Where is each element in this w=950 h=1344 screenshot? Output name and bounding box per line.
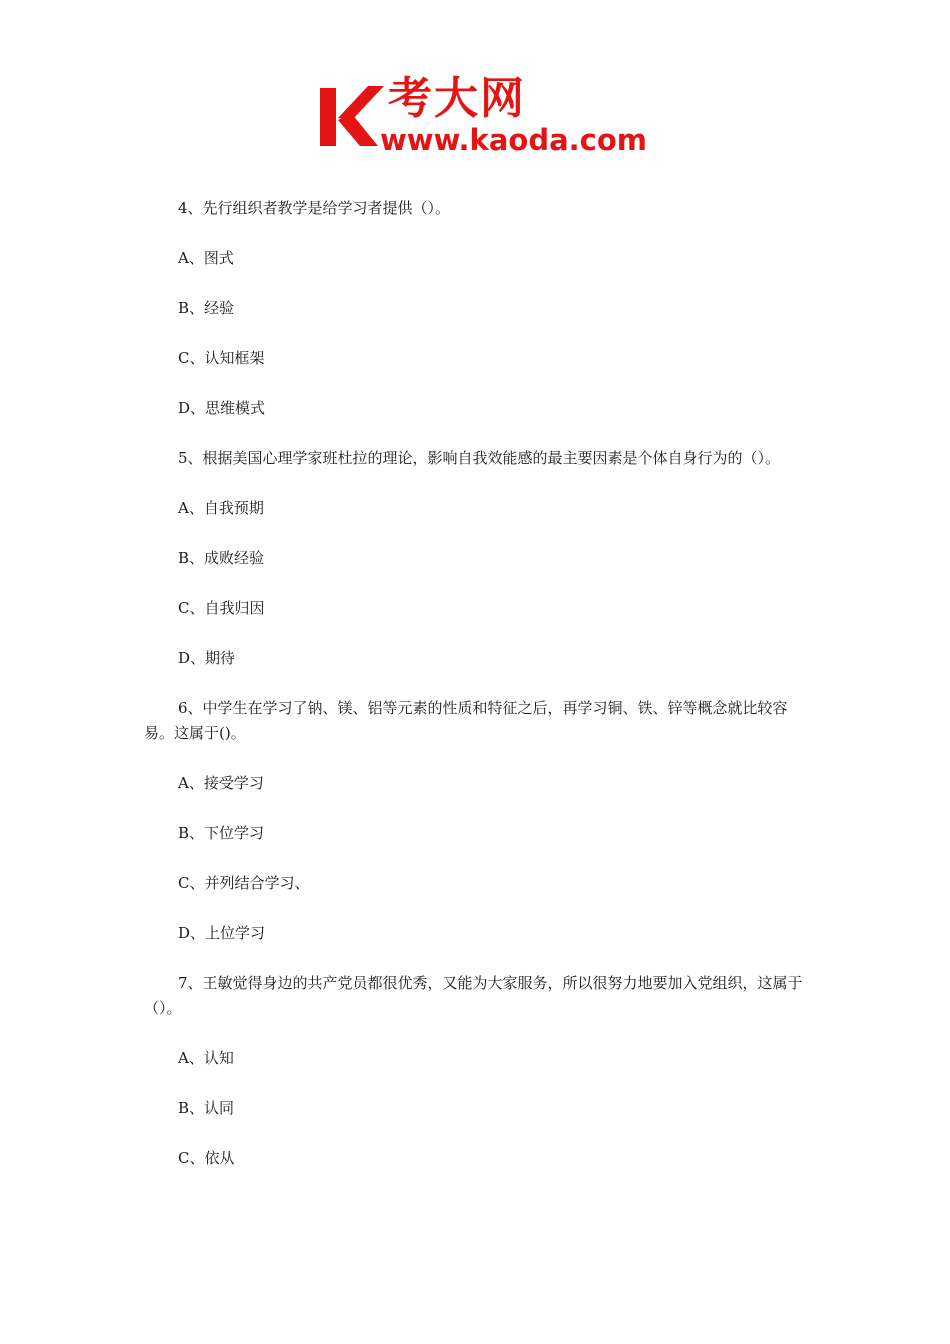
question-4-option-a: A、图式: [178, 249, 234, 267]
question-5-option-b: B、成败经验: [178, 549, 265, 567]
question-4: 4、先行组织者教学是给学习者提供（）。: [178, 199, 451, 217]
question-list: [144, 196, 812, 1171]
logo-url-text: www.kaoda.com: [380, 123, 647, 157]
question-7-option-a: A、认知: [178, 1049, 234, 1067]
question-7-option-c: C、依从: [178, 1149, 235, 1167]
question-7: 7、王敏觉得身边的共产党员都很优秀，又能为大家服务，所以很努力地要加入党组织，这属于（）。: [144, 974, 803, 1017]
question-7-option-b: B、认同: [178, 1099, 235, 1117]
question-6-option-c: C、并列结合学习、: [178, 874, 310, 892]
question-4-option-b: B、经验: [178, 299, 235, 317]
question-6: 6、中学生在学习了钠、镁、铝等元素的性质和特征之后，再学习铜、铁、锌等概念就比较容易。这属于()。: [144, 699, 788, 742]
question-6-option-b: B、下位学习: [178, 824, 265, 842]
question-5-option-d: D、期待: [178, 649, 236, 667]
question-5: 5、根据美国心理学家班杜拉的理论，影响自我效能感的最主要因素是个体自身行为的（）。: [178, 449, 781, 467]
question-6-option-a: A、接受学习: [178, 774, 264, 792]
question-4-option-d: D、思维模式: [178, 399, 266, 417]
question-6-option-d: D、上位学习: [178, 924, 266, 942]
question-5-option-a: A、自我预期: [178, 499, 264, 517]
kaoda-logo[interactable]: [318, 73, 647, 160]
question-4-option-c: C、认知框架: [178, 349, 265, 367]
logo-chinese-name: 考大网: [388, 73, 526, 124]
question-5-option-c: C、自我归因: [178, 599, 265, 617]
